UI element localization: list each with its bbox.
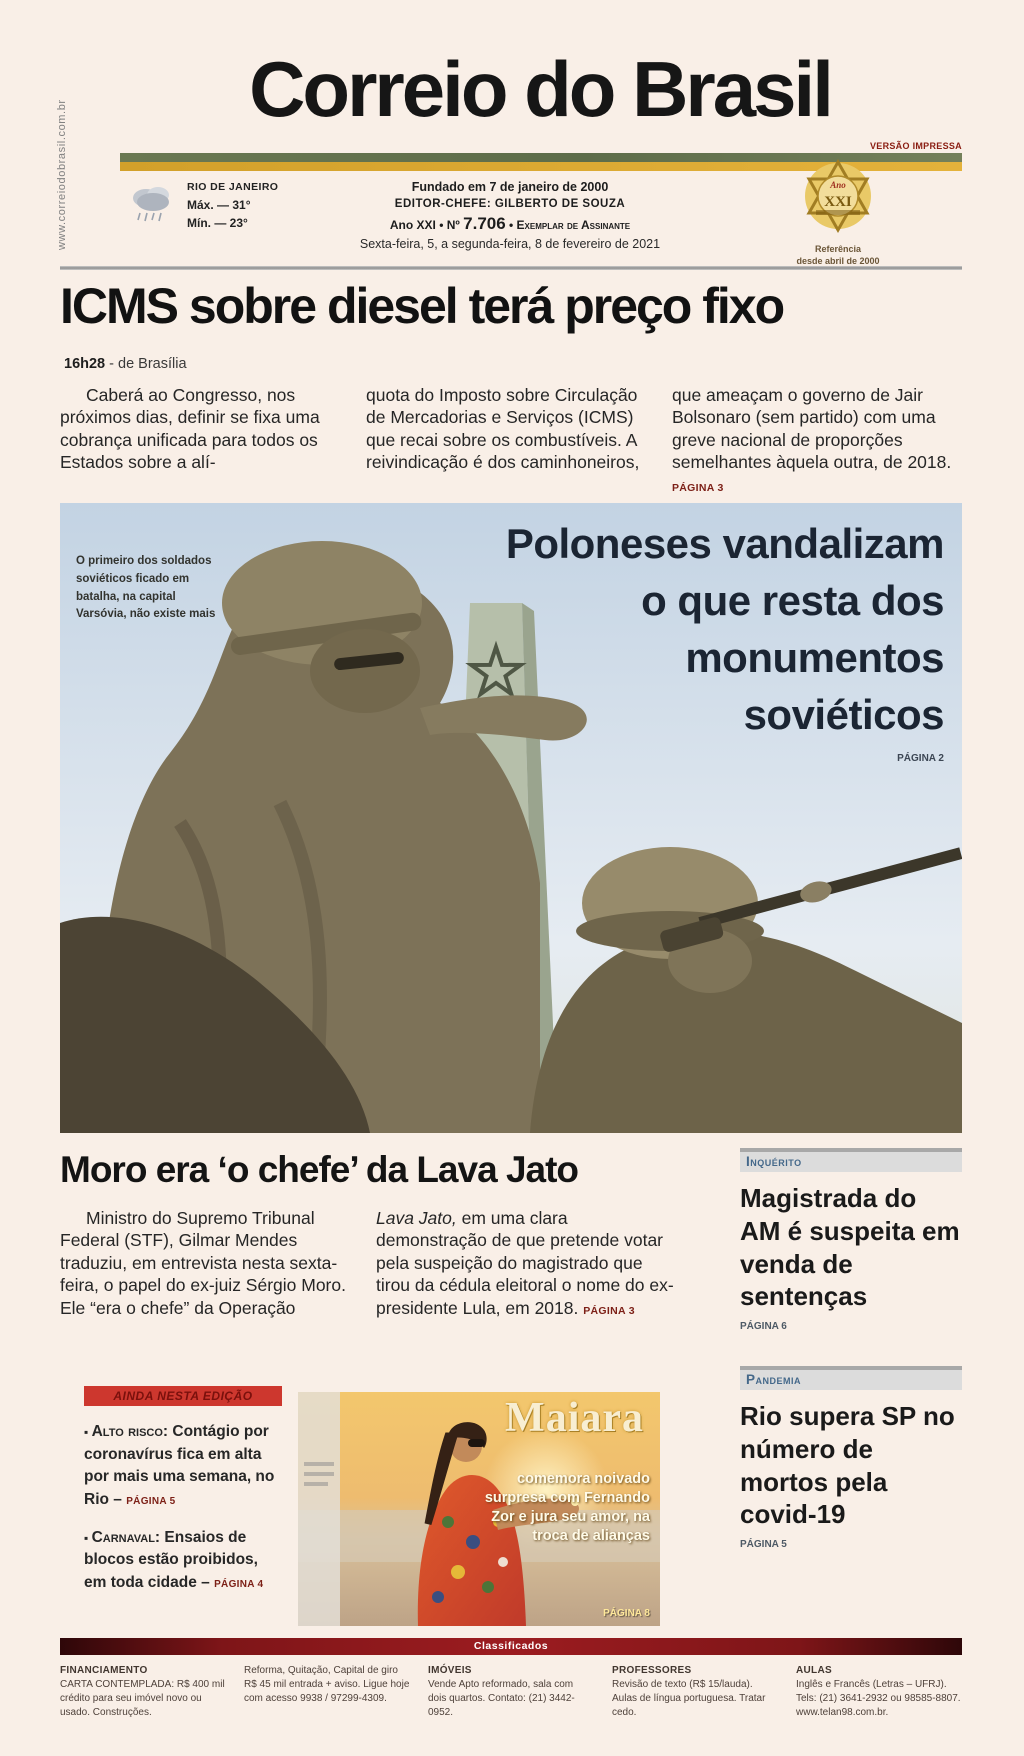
photo-story	[60, 503, 962, 1133]
classifieds-columns	[60, 1664, 962, 1720]
classified-body: Vende Apto reformado, sala com dois quartos. Contato: (21) 3442-0952.	[428, 1679, 575, 1718]
classified-ad	[612, 1664, 778, 1720]
editor-line: EDITOR-CHEFE: GILBERTO DE SOUZA	[394, 198, 626, 210]
edition-item	[84, 1421, 282, 1512]
photo-page-ref: PÁGINA 2	[897, 753, 944, 765]
celebrity-caption-line: troca de alianças	[532, 1527, 650, 1544]
lead-column-3-text: que ameaçam o governo de Jair Bolsonaro (sem partido) com uma greve nacional de proporções semelhantes àquela outra, de 2018.	[672, 385, 952, 473]
celebrity-name: Maiara	[505, 1395, 644, 1441]
date-line: Sexta-feira, 5, a segunda-feira, 8 de fevereiro de 2021	[359, 237, 661, 251]
edition-item-text: Contágio por coronavírus fica em alta por mais uma semana, no Rio –	[84, 1423, 275, 1508]
edition-item	[84, 1527, 282, 1595]
lead-article-columns	[60, 384, 962, 496]
version-label: VERSÃO IMPRESSA	[869, 141, 962, 151]
svg-text:Ano: Ano	[830, 180, 846, 190]
anniversary-seal-icon	[798, 180, 878, 240]
sidebar-headline: Rio supera SP no número de mortos pela covid-19	[740, 1401, 955, 1530]
classified-header: IMÓVEIS	[428, 1665, 472, 1676]
edition-box-title: AINDA NESTA EDIÇÃO	[84, 1386, 282, 1406]
classified-body: Inglês e Francês (Letras – UFRJ). Tels: (21) 3641-2932 ou 98585-8807. www.telan98.com.br.	[796, 1679, 961, 1718]
weather-city: RIO DE JANEIRO	[187, 181, 279, 193]
lead-page-ref: PÁGINA 3	[672, 481, 724, 494]
moro-article-columns	[60, 1207, 676, 1319]
classified-ad	[796, 1664, 962, 1720]
photo-headline-line: monumentos	[685, 634, 944, 682]
lead-byline-text: - de Brasília	[105, 356, 187, 372]
moro-headline: Moro era ‘o chefe’ da Lava Jato	[60, 1149, 579, 1190]
lead-time: 16h28	[64, 356, 106, 372]
moro-page-ref: PÁGINA 3	[583, 1304, 635, 1317]
lead-column-1: Caberá ao Congresso, nos próximos dias, definir se fixa uma cobrança unificada para todos os Estados sobre a alí-	[60, 385, 320, 473]
classified-body: CARTA CONTEMPLADA: R$ 400 mil crédito para seu imóvel novo ou usado. Construções.	[60, 1679, 225, 1718]
sidebar-section-pandemia	[740, 1366, 962, 1550]
classified-ad	[60, 1664, 226, 1720]
moro-column-2	[376, 1207, 676, 1319]
rain-cloud-icon	[126, 180, 178, 229]
founded-line: Fundado em 7 de janeiro de 2000	[411, 180, 609, 194]
edition-prefix: Ano XXI • Nº	[389, 218, 464, 232]
photo-headline-line: soviéticos	[743, 691, 944, 739]
moro-column-1: Ministro do Supremo Tribunal Federal (STF), Gilmar Mendes traduziu, em entrevista nesta sexta-feira, o papel do ex-juiz Sérgio Moro. Ele “era o chefe” da Operação	[60, 1208, 346, 1318]
classified-ad	[244, 1664, 410, 1720]
website-url: www.correiodobrasil.com.br	[56, 99, 68, 250]
kicker-inquerito: Inquérito	[740, 1148, 962, 1172]
celebrity-caption-line: surpresa com Fernando	[484, 1489, 650, 1506]
badge-caption-1: Referência	[814, 244, 862, 254]
classified-header: FINANCIAMENTO	[60, 1665, 148, 1676]
classified-header: AULAS	[796, 1665, 832, 1676]
masthead-info	[300, 180, 720, 251]
lead-column-3	[672, 384, 962, 496]
edition-item-tag: Carnaval:	[91, 1528, 161, 1546]
lead-column-2: quota do Imposto sobre Circulação de Mercadorias e Serviços (ICMS) que recai sobre os combustíveis. A reivindicação é dos caminhoneiros,	[366, 385, 640, 473]
edition-item-text: Ensaios de blocos estão proibidos, em toda cidade –	[84, 1528, 258, 1591]
section-divider	[60, 266, 962, 270]
edition-highlights-box	[84, 1386, 282, 1594]
weather-widget	[126, 180, 278, 232]
sidebar-headline: Magistrada do AM é suspeita em venda de sentenças	[740, 1183, 960, 1312]
svg-text:XXI: XXI	[824, 194, 852, 210]
celebrity-caption-line: comemora noivado	[517, 1471, 650, 1487]
celebrity-page-ref: PÁGINA 8	[603, 1608, 650, 1619]
classifieds-bar: Classificados	[60, 1638, 962, 1655]
classified-body: Reforma, Quitação, Capital de giro R$ 45 mil entrada + aviso. Ligue hoje com acesso 9938 / 97299-4309.	[244, 1665, 410, 1704]
photo-caption: O primeiro dos soldados soviéticos ficado em batalha, na capital Varsóvia, não existe mais	[76, 555, 216, 621]
photo-headline-line: Poloneses vandalizam	[505, 520, 944, 567]
photo-headline-line: o que resta dos	[641, 577, 944, 625]
celebrity-caption	[485, 1470, 650, 1545]
newspaper-title: Correio do Brasil	[249, 45, 831, 133]
classified-body: Revisão de texto (R$ 15/lauda). Aulas de língua portuguesa. Tratar cedo.	[612, 1679, 766, 1718]
badge-caption-2: desde abril de 2000	[796, 256, 880, 267]
edition-line	[300, 214, 720, 234]
edition-item-page-ref: PÁGINA 5	[126, 1495, 176, 1507]
weather-max: Máx. — 31°	[187, 197, 251, 212]
photo-headline	[506, 515, 944, 764]
moro-column-2-italic: Lava Jato,	[376, 1208, 457, 1228]
sidebar-section-inquerito	[740, 1148, 962, 1332]
lead-byline	[64, 356, 187, 372]
edition-suffix: • Exemplar de Assinante	[505, 218, 631, 232]
edition-item-tag: Alto risco:	[91, 1423, 169, 1440]
lead-headline: ICMS sobre diesel terá preço fixo	[60, 278, 784, 334]
celebrity-caption-line: Zor e jura seu amor, na	[491, 1508, 650, 1525]
weather-min: Mín. — 23°	[187, 215, 248, 230]
sidebar-page-ref: PÁGINA 6	[740, 1321, 787, 1332]
edition-number: 7.706	[463, 214, 506, 233]
sidebar-page-ref: PÁGINA 5	[740, 1539, 787, 1550]
kicker-pandemia: Pandemia	[740, 1366, 962, 1390]
classified-ad	[428, 1664, 594, 1720]
anniversary-badge	[782, 156, 894, 267]
right-sidebar	[740, 1148, 962, 1550]
classified-header: PROFESSORES	[612, 1665, 692, 1676]
celebrity-feature-box	[298, 1392, 660, 1626]
moro-column-2-text: em uma clara demonstração de que pretende votar pela suspeição do magistrado que tirou da cédula eleitoral o nome do ex-presidente Lula, em 2018.	[376, 1208, 674, 1318]
edition-item-page-ref: PÁGINA 4	[214, 1578, 264, 1590]
